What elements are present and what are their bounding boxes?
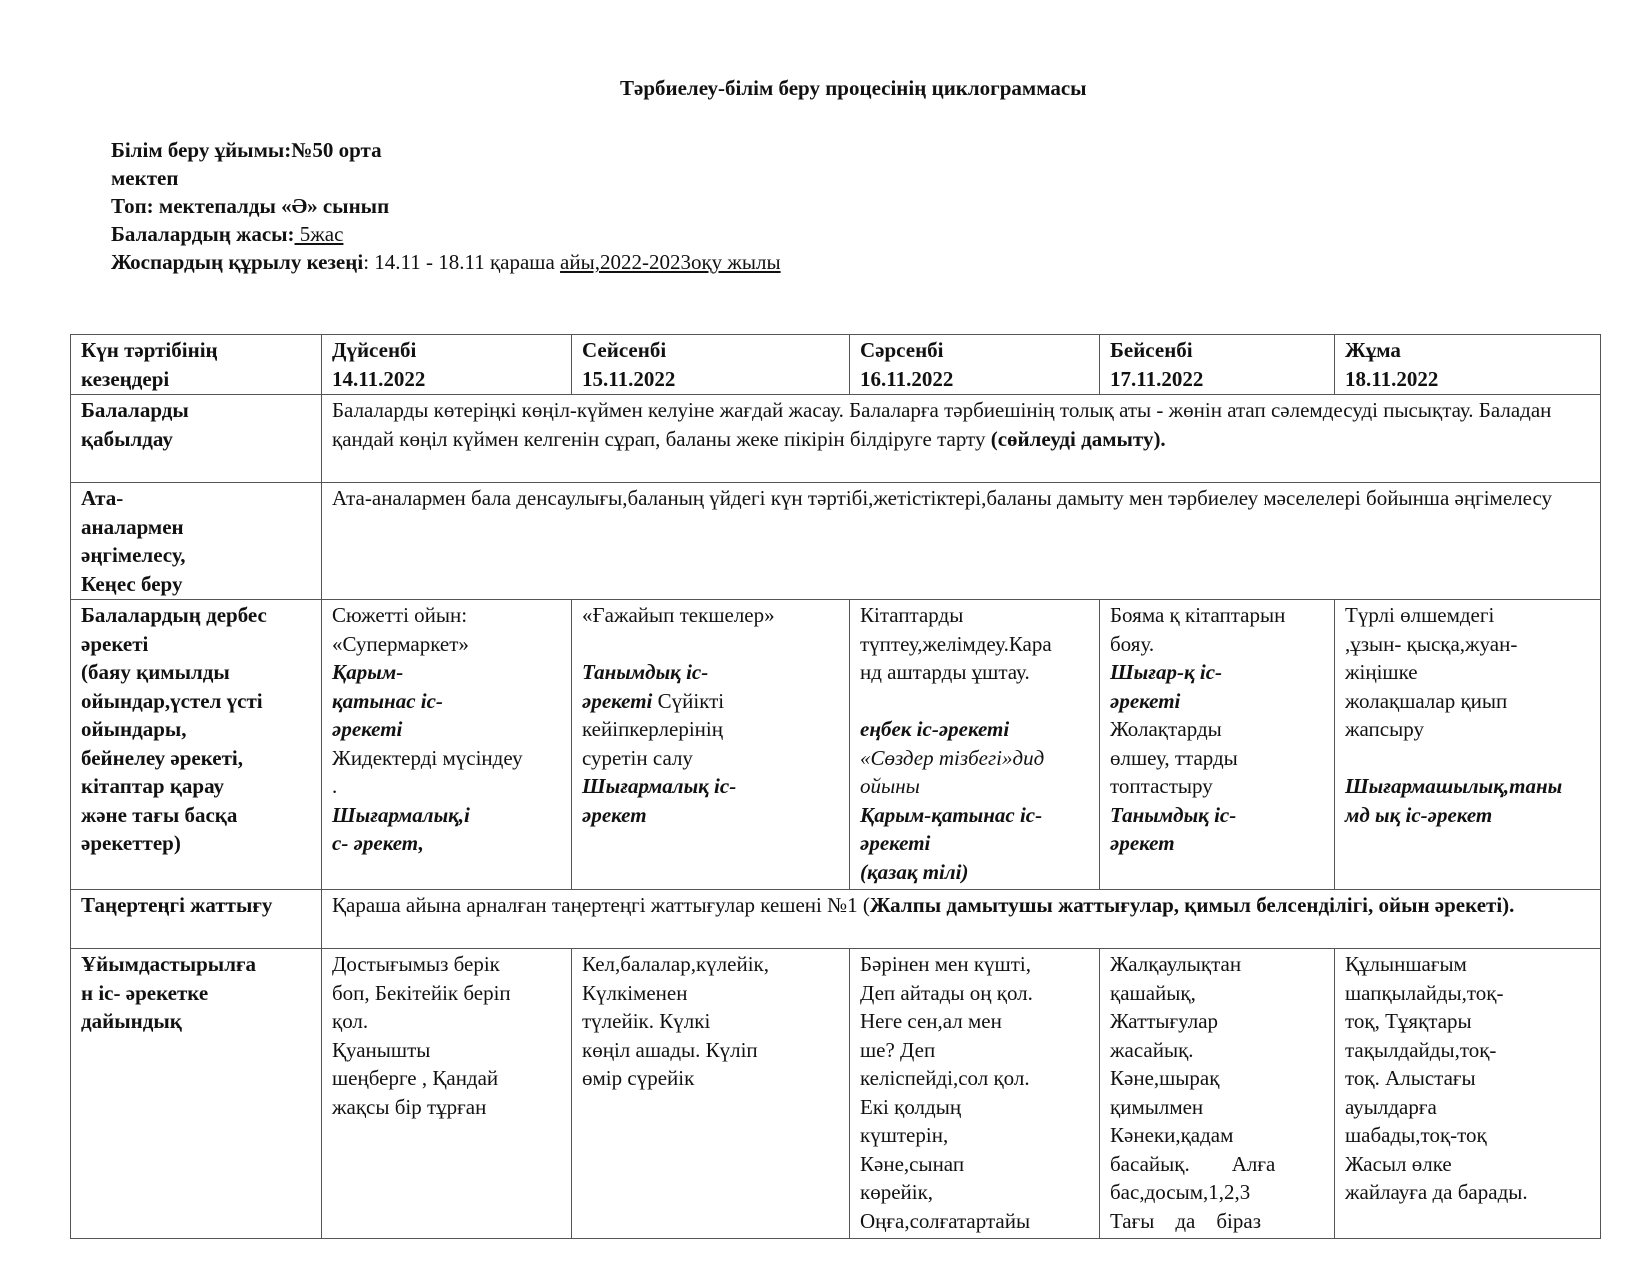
cell-line: ,ұзын- қысқа,жуан- (1345, 631, 1518, 656)
activity-type: еңбек іс-әрекеті (860, 717, 1010, 741)
parents-text: Ата-аналармен бала денсаулығы,баланың үйдегі күн тәртібі,жетістіктері,баланы дамыту мен тәрбиелеу мәселелері бойынша әңгімелесу (322, 483, 1601, 600)
activity-type: мд ық іс-әрекет (1345, 802, 1493, 827)
cell-line: Бояма қ кітаптарын (1110, 603, 1286, 627)
verse-line: Күлкіменен (582, 980, 688, 1005)
day-header-wed (850, 335, 1100, 395)
cell-line: «Супермаркет» (332, 631, 469, 656)
verse-line: Деп айтады оң қол. (860, 980, 1033, 1005)
reception-row (71, 395, 1601, 483)
activity-type: Шығар-қ іс- (1110, 660, 1223, 684)
verse-line: қимылмен (1110, 1094, 1204, 1119)
verse-line: қашайық, (1110, 980, 1196, 1005)
day-name: Сейсенбі (582, 338, 667, 362)
activity-type: с- әрекет, (332, 831, 424, 855)
group-line: Топ: мектепалды «Ә» сынып (111, 194, 390, 218)
cell-line: нд аштарды ұштау. (860, 660, 1030, 684)
period-text: : 14.11 - 18.11 қараша (363, 250, 561, 274)
independent-row (71, 600, 1601, 890)
org-line (111, 136, 781, 164)
independent-label (71, 600, 322, 890)
activity-type: әрекеті (582, 688, 653, 713)
verse-line: Қуанышты (332, 1037, 431, 1062)
label-line: аналармен (81, 514, 184, 539)
day-header-fri (1335, 335, 1601, 395)
reception-label (71, 395, 322, 483)
prep-label (71, 949, 322, 1239)
exercise-label: Таңертеңгі жаттығу (71, 890, 322, 949)
activity-type: Қарым-қатынас іс- (860, 802, 1043, 827)
spacer (582, 630, 839, 659)
day-header-tue (572, 335, 850, 395)
prep-tue (572, 949, 850, 1239)
activity-type: Қарым- (332, 660, 404, 684)
activity-type: Танымдық іс- (1110, 802, 1237, 827)
exercise-body: Қараша айына арналған таңертеңгі жаттығулар кешені №1 ( (332, 893, 870, 917)
day-header-thu (1100, 335, 1335, 395)
verse-line: Тағы да біраз (1110, 1208, 1261, 1233)
info-block (111, 136, 781, 276)
verse-line: Бәрінен мен күшті, (860, 952, 1031, 976)
period-underlined: айы,2022-2023оқу жылы (560, 250, 781, 274)
label-line: Ұйымдастырылға (81, 952, 257, 976)
verse-line: боп, Бекітейік беріп (332, 980, 511, 1005)
reception-text (322, 395, 1601, 483)
prep-fri (1335, 949, 1601, 1239)
independent-fri (1335, 600, 1601, 890)
verse-line: тақылдайды,тоқ- (1345, 1037, 1497, 1062)
label-line: Кеңес беру (81, 571, 183, 596)
day-name: Сәрсенбі (860, 338, 944, 362)
org-label: Білім беру ұйымы: (111, 138, 292, 162)
spacer (1345, 744, 1590, 773)
reception-body: Балаларды көтеріңкі көңіл-күймен келуіне жағдай жасау. Балаларға тәрбиешінің толық аты - жөнін атап сәлемдесуді пысықтау. Баладан қандай көңіл күймен келгенін сұрап, баланы жеке пікірін білдіруге тарту (332, 398, 1552, 451)
parents-label (71, 483, 322, 600)
activity-type: (қазақ тілі) (860, 859, 969, 884)
label-line: ойындар,үстел үсті (81, 688, 263, 713)
label-line: Балалардың дербес (81, 603, 267, 627)
verse-line: Достығымыз берік (332, 952, 500, 976)
label-line: әрекеттер) (81, 831, 181, 855)
cell-line: суретін салу (582, 745, 693, 770)
spacer (860, 687, 1089, 716)
age-value: 5жас (294, 222, 344, 246)
verse-line: жасайық. (1110, 1037, 1194, 1062)
verse-line: бас,досым,1,2,3 (1110, 1180, 1251, 1204)
label-line: Балаларды (81, 398, 189, 422)
cell-line: бояу. (1110, 631, 1155, 656)
day-date: 17.11.2022 (1110, 366, 1204, 391)
day-name: Жұма (1345, 338, 1401, 362)
day-date: 18.11.2022 (1345, 366, 1439, 391)
cell-line: . (332, 774, 338, 798)
verse-line: келіспейді,сол қол. (860, 1066, 1030, 1090)
activity-type: Шығармалық іс- (582, 774, 737, 798)
verse-line: Құлыншағым (1345, 952, 1467, 976)
independent-mon (322, 600, 572, 890)
verse-line: көңіл ашады. Күліп (582, 1037, 758, 1062)
verse-line: Кәнеки,қадам (1110, 1123, 1234, 1147)
exercise-row (71, 890, 1601, 949)
cell-line (582, 687, 839, 716)
activity-type: қатынас іс- (332, 688, 443, 713)
day-date: 16.11.2022 (860, 366, 954, 391)
period-label: Жоспардың құрылу кезеңі (111, 250, 364, 274)
stage-header-l2: кезеңдері (81, 366, 170, 391)
cell-line: түптеу,желімдеу.Кара (860, 631, 1052, 656)
verse-line: шеңберге , Қандай (332, 1066, 499, 1090)
independent-tue (572, 600, 850, 890)
day-name: Бейсенбі (1110, 338, 1193, 362)
label-line: дайындық (81, 1009, 182, 1033)
day-date: 15.11.2022 (582, 366, 676, 391)
prep-thu (1100, 949, 1335, 1239)
activity-type: Шығармалық,і (332, 802, 470, 827)
cell-line: Сюжетті ойын: (332, 603, 468, 627)
label-line: кітаптар қарау (81, 774, 225, 798)
verse-line: Жаттығулар (1110, 1009, 1219, 1033)
age-line (111, 220, 781, 248)
activity-type: әрекеті (1110, 688, 1181, 713)
period-line (111, 248, 781, 276)
label-line: және тағы басқа (81, 802, 238, 827)
cell-line: Кітаптарды (860, 603, 964, 627)
verse-line: шапқылайды,тоқ- (1345, 980, 1504, 1005)
prep-mon (322, 949, 572, 1239)
prep-row (71, 949, 1601, 1239)
verse-line: Кәне,сынап (860, 1151, 965, 1176)
activity-type: әрекеті (860, 831, 931, 855)
activity-type: Танымдық іс- (582, 660, 709, 684)
prep-wed (850, 949, 1100, 1239)
verse-line: тоқ, Тұяқтары (1345, 1009, 1472, 1033)
verse-line: Екі қолдың (860, 1094, 962, 1119)
day-date: 14.11.2022 (332, 366, 426, 391)
label-line: бейнелеу әрекеті, (81, 745, 244, 770)
label-line: Ата- (81, 486, 124, 510)
age-label: Балалардың жасы: (111, 222, 295, 246)
day-header-mon (322, 335, 572, 395)
verse-line: күштерін, (860, 1123, 949, 1147)
game-name: «Сөздер тізбегі»дид (860, 745, 1045, 770)
stage-header (71, 335, 322, 395)
parents-row (71, 483, 1601, 600)
activity-type: әрекет (582, 802, 647, 827)
cell-text: Сүйікті (652, 688, 725, 713)
schedule-table (70, 334, 1601, 1239)
reception-bold: (сөйлеуді дамыту). (990, 426, 1166, 451)
label-line: ойындары, (81, 717, 187, 741)
verse-line: шабады,тоқ-тоқ (1345, 1123, 1487, 1147)
verse-line: Кел,балалар,күлейік, (582, 952, 770, 976)
independent-thu (1100, 600, 1335, 890)
verse-line: ше? Деп (860, 1037, 936, 1062)
cell-line: жолақшалар қиып (1345, 688, 1508, 713)
verse-line: Оңға,солғатартайы (860, 1208, 1031, 1233)
verse-line: жайлауға да барады. (1345, 1180, 1528, 1204)
verse-line: Жасыл өлке (1345, 1151, 1452, 1176)
org-value-cont: мектеп (111, 166, 179, 190)
verse-line: көрейік, (860, 1180, 934, 1204)
org-value: №50 орта (291, 138, 382, 162)
cell-line: жапсыру (1345, 717, 1424, 741)
independent-wed (850, 600, 1100, 890)
verse-line: Неге сен,ал мен (860, 1009, 1002, 1033)
cell-line: кейіпкерлерінің (582, 717, 723, 741)
activity-type: әрекеті (332, 717, 403, 741)
verse-line: жақсы бір тұрған (332, 1094, 487, 1119)
verse-line: басайық. Алға (1110, 1151, 1276, 1176)
cell-line: Жидектерді мүсіндеу (332, 745, 523, 770)
verse-line: ауылдарға (1345, 1094, 1437, 1119)
label-line: әңгімелесу, (81, 543, 186, 567)
label-line: н іс- әрекетке (81, 980, 209, 1005)
cell-line: жіңішке (1345, 660, 1418, 684)
label-line: (баяу қимылды (81, 660, 230, 684)
day-name: Дүйсенбі (332, 338, 417, 362)
game-name: ойыны (860, 774, 920, 798)
verse-line: қол. (332, 1009, 369, 1033)
exercise-text (322, 890, 1601, 949)
header-row (71, 335, 1601, 395)
verse-line: Кәне,шырақ (1110, 1066, 1220, 1090)
verse-line: Жалқаулықтан (1110, 952, 1242, 976)
cell-line: «Ғажайып текшелер» (582, 603, 775, 627)
cell-line: топтастыру (1110, 774, 1213, 798)
label-line: қабылдау (81, 426, 173, 451)
document-title: Тәрбиелеу-білім беру процесінің циклограммасы (620, 76, 1087, 100)
label-line: әрекеті (81, 631, 149, 656)
activity-type: әрекет (1110, 831, 1175, 855)
exercise-bold: Жалпы дамытушы жаттығулар, қимыл белсенділігі, ойын әрекеті). (869, 893, 1515, 917)
stage-header-l1: Күн тәртібінің (81, 338, 218, 362)
cell-line: Жолақтарды (1110, 717, 1222, 741)
verse-line: өмір сүрейік (582, 1066, 695, 1090)
cell-line: өлшеу, ттарды (1110, 745, 1238, 770)
activity-type: Шығармашылық,таны (1345, 774, 1563, 798)
cell-line: Түрлі өлшемдегі (1345, 603, 1495, 627)
verse-line: түлейік. Күлкі (582, 1009, 711, 1033)
verse-line: тоқ. Алыстағы (1345, 1066, 1476, 1090)
